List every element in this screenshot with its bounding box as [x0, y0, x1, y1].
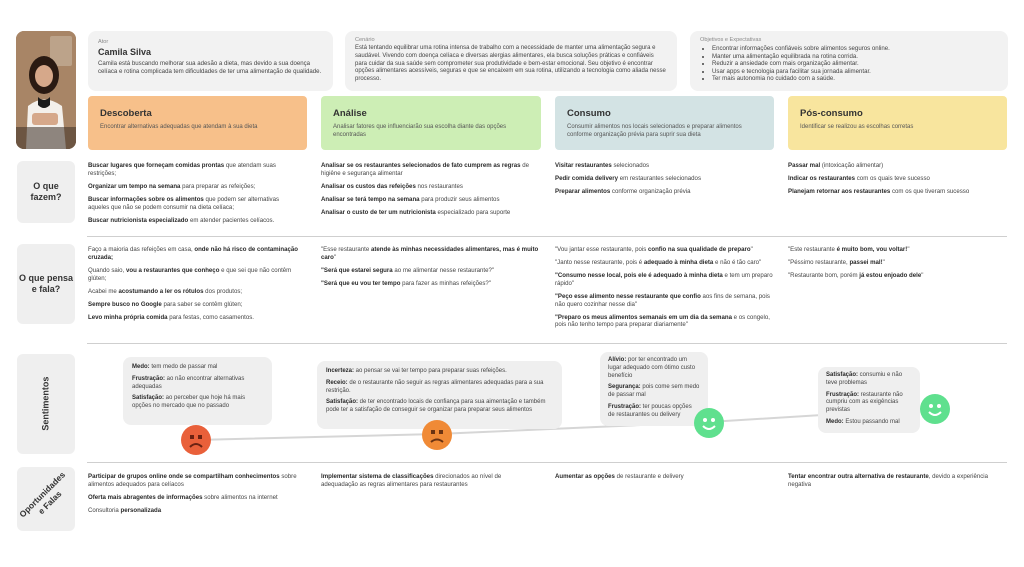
fazem-item: Preparar alimentos conforme organização prévia [555, 187, 691, 195]
oportunidades-analise [321, 473, 539, 494]
fazem-item: Buscar lugares que forneçam comidas prontas que atendam suas restrições; [88, 162, 276, 177]
row-label-pensa: O que pensa e fala? [17, 244, 75, 324]
pensa-item: "Preparo os meus alimentos semanais em um dia da semana e os congelo, pois não tenho tempo para preparar diariamente" [555, 313, 770, 329]
pensa-item: Levo minha própria comida para festas, como casamentos. [88, 313, 254, 321]
row-label-fazem: O que fazem? [17, 161, 75, 223]
feeling-bubble-consumo [600, 352, 708, 426]
pensa-item: "Este restaurante é muito bom, vou voltar!" [788, 246, 910, 253]
fazem-item: Buscar nutricionista especializado em atender pacientes celíacos. [88, 216, 275, 224]
oportunidades-consumo [555, 473, 770, 486]
fazem-item: Visitar restaurantes selecionados [555, 162, 650, 169]
happy-face-icon [694, 408, 724, 438]
pensa-item: "Esse restaurante atende às minhas necessidades alimentares, mas é muito caro" [321, 246, 539, 261]
oportunidade-item: Participar de grupos online onde se compartilham conhecimentos sobre alimentos adequados para celíacos [88, 473, 297, 488]
happy-face-icon [920, 394, 950, 424]
actor-label: Ator [98, 39, 109, 45]
phase-title: Análise [333, 108, 367, 119]
pensa-item: "Consumo nesse local, pois ele é adequado à minha dieta e tem um preparo rápido" [555, 271, 773, 287]
objective-item: • Ter mais autonomia no cuidado com a saúde. [712, 75, 998, 83]
oportunidades-descoberta [88, 473, 302, 520]
sad-face-icon [422, 420, 452, 450]
feeling-bubble-pos-consumo [818, 367, 920, 433]
oportunidade-item: Tentar encontrar outra alternativa de restaurante, devido a experiência negativa [788, 473, 989, 488]
fazem-item: Planejam retornar aos restaurantes com os que tiveram sucesso [788, 187, 970, 195]
feeling-item: Segurança: pois come sem medo de passar mal [608, 384, 700, 399]
pensa-item: "Será que eu vou ter tempo para fazer as minhas refeições?" [321, 279, 491, 287]
phase-title: Pós-consumo [800, 108, 863, 119]
fazem-item: Buscar informações sobre os alimentos que podem ser alternativas aqueles que não se podem consumir na dieta celíaca; [88, 195, 280, 211]
feeling-item: Alívio: por ter encontrado um lugar adequado com ótimo custo benefício [608, 357, 696, 379]
pensa-item: "Restaurante bom, porém já estou enjoado dele" [788, 271, 924, 279]
feeling-bubble-analise [317, 361, 562, 429]
fazem-item: Analisar o custo de ter um nutricionista especializado para suporte [321, 208, 511, 216]
pensa-item: "Será que estarei segura ao me alimentar nesse restaurante?" [321, 266, 495, 274]
feeling-bubble-descoberta [123, 357, 272, 425]
oportunidade-item: Oferta mais abragentes de informações sobre alimentos na internet [88, 493, 278, 501]
pensa-item: Quando saio, vou a restaurantes que conheço e que sei que não contêm glúten; [88, 266, 292, 282]
pensa-item: "Vou jantar esse restaurante, pois confio na sua qualidade de preparo" [555, 246, 753, 253]
row-label-oportunidades-text: Oportunidades e Falas [17, 469, 68, 520]
feeling-item: Satisfação: consumiu e não teve problemas [826, 372, 903, 386]
objective-item: • Manter uma alimentação equilibrada na rotina corrida. [712, 53, 998, 61]
fazem-item: Analisar se os restaurantes selecionados de fato cumprem as regras de higiêne e segurança alimentar [321, 162, 529, 177]
fazem-item: Indicar os restaurantes com os quais teve sucesso [788, 174, 930, 182]
feeling-item: Receio: de o restaurante não seguir as regras alimentares adequadas para a sua restrição. [326, 379, 544, 394]
pensa-item: "Peço esse alimento nesse restaurante que confio aos fins de semana, pois não quero cozinhar nesse dia" [555, 292, 770, 308]
phase-title: Consumo [567, 108, 611, 119]
feeling-item: Satisfação: de ter encontrado locais de confiança para sua aimentação e também pode ter a satisfação de conseguir se organizar para preparar seus alimentos [326, 399, 546, 414]
oportunidades-pos-consumo [788, 473, 998, 494]
oportunidade-item: Aumentar as opções de restaurante e delivery [555, 473, 684, 480]
persona-description: Camila está buscando melhorar sua adesão a dieta, mas devido a sua doença celíaca e rotina complicada tem dificuldades de ter uma alimentação de qualidade. [98, 60, 322, 75]
feeling-item: Satisfação: ao perceber que hoje há mais opções no mercado que no passado [132, 395, 246, 410]
objective-item: • Usar apps e tecnologia para facilitar sua jornada alimentar. [712, 68, 998, 76]
pensa-item: "Péssimo restaurante, passei mal!" [788, 258, 885, 266]
feeling-item: Medo: tem medo de passar mal [132, 364, 218, 370]
feeling-item: Frustração: ao não encontrar alternativas adequadas [132, 375, 245, 390]
objective-item: • Reduzir a ansiedade com mais organização alimentar. [712, 60, 998, 68]
objective-item: • Encontrar informações confiáveis sobre alimentos seguros online. [712, 45, 998, 53]
pensa-item: Acabei me acostumando a ler os rótulos dos produtos; [88, 287, 243, 295]
phase-title: Descoberta [100, 108, 152, 119]
persona-name: Camila Silva [98, 47, 152, 57]
scenario-text: Está tentando equilibrar uma rotina intensa de trabalho com a necessidade de manter uma alimentação segura e saudável. Vivendo com doença celíaca e diversas alergias alimentares, ela busca soluções práticas e confiáveis para cuidar da sua saúde sem comprometer sua produtividade e bem-estar emocional. Seu objetivo é encontrar opções alimentares acessíveis, seguras e que se encaixem em sua rotina, utilizando a tecnologia como aliada nesse processo. [355, 45, 666, 83]
sad-face-icon [181, 425, 211, 455]
phase-description: Consumir alimentos nos locais selecionados e preparar alimentos conforme organização prévia para suprir sua dieta [567, 124, 742, 138]
phase-description: Encontrar alternativas adequadas que atendam à sua dieta [100, 124, 258, 130]
feeling-item: Incerteza: ao pensar se vai ter tempo para preparar suas refeições. [326, 368, 507, 374]
pensa-item: "Janto nesse restaurante, pois é adequado à minha dieta e não é tão caro" [555, 258, 762, 266]
pensa-item: Sempre busco no Google para saber se contêm glúten; [88, 300, 243, 308]
pensa-item: Faço a maioria das refeições em casa, onde não há risco de contaminação cruzada; [88, 246, 298, 261]
fazem-item: Analisar se terá tempo na semana para produzir seus alimentos [321, 195, 500, 203]
scenario-label: Cenário [355, 37, 375, 43]
row-label-sentimentos-text: Sentimentos [40, 376, 51, 432]
oportunidade-item: Implementar sistema de classificações direcionados ao nível de adequadação as regras alimentares para restaurantes [321, 473, 502, 488]
fazem-item: Pedir comida delivery em restaurantes selecionados [555, 174, 701, 182]
feeling-item: Medo: Estou passando mal [826, 418, 900, 425]
fazem-item: Passar mal (intoxicação alimentar) [788, 162, 884, 169]
fazem-item: Organizar um tempo na semana para preparar as refeições; [88, 182, 256, 190]
oportunidade-item: Consultoria personalizada [88, 506, 162, 514]
feeling-item: Frustração: ter poucas opções de restaurantes ou delivery [608, 403, 692, 418]
fazem-item: Analisar os custos das refeições nos restaurantes [321, 182, 463, 190]
feeling-item: Frustração: restaurante não cumpriu com as exigências previstas [826, 391, 903, 414]
phase-description: Analisar fatores que influenciarão sua escolha diante das opções encontradas [333, 124, 507, 138]
phase-description: Identificar se realizou as escolhas corretas [800, 124, 914, 130]
objectives-label: Objetivos e Expectativas [700, 37, 762, 43]
